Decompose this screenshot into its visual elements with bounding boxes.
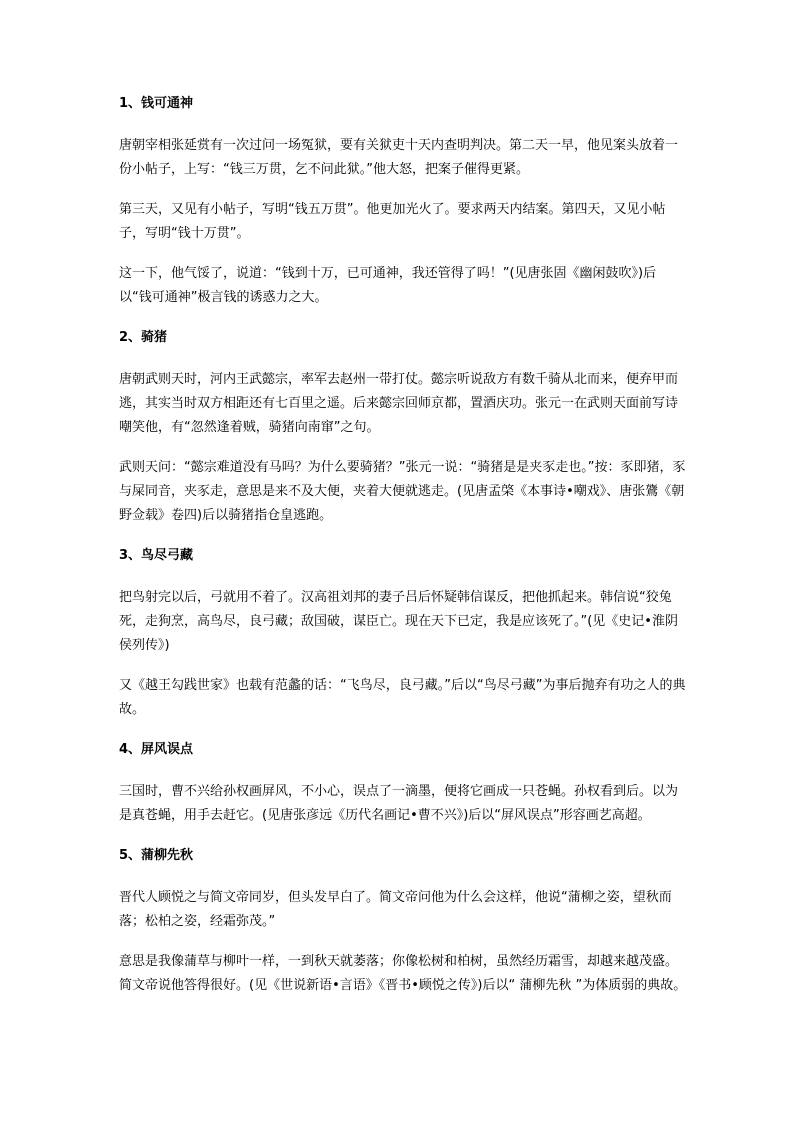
paragraph: 第三天，又见有小帖子，写明“钱五万贯”。他更加光火了。要求两天内结案。第四天，又见小帖子，写明“钱十万贯”。 bbox=[119, 202, 666, 241]
paragraph: 武则天问：“懿宗难道没有马吗？为什么要骑猪？”张元一说：“骑猪是是夹豕走也。”按：豕即猪，豕与屎同音，夹豕走，意思是来不及大便，夹着大便就逃走。(见唐孟棨《本事诗•嘲戏》、唐张鷟《朝野佥载》卷四)后以骑猪指仓皇逃跑。 bbox=[119, 460, 686, 523]
paragraph: 晋代人顾悦之与简文帝同岁，但头发早白了。简文帝问他为什么会这样，他说“蒲柳之姿，望秋而落；松柏之姿，经霜弥茂。” bbox=[119, 890, 672, 929]
section-title: 4、屏风误点 bbox=[119, 742, 194, 757]
section-4 bbox=[119, 738, 687, 828]
document-body bbox=[119, 92, 687, 1014]
section-title: 2、骑猪 bbox=[119, 330, 168, 345]
paragraph: 又《越王勾践世家》也载有范蠡的话：“飞鸟尽，良弓藏。”后以“鸟尽弓藏”为事后抛弃有功之人的典故。 bbox=[119, 678, 686, 717]
paragraph: 意思是我像蒲草与柳叶一样，一到秋天就萎落；你像松树和柏树，虽然经历霜雪，却越来越茂盛。简文帝说他答得很好。(见《世说新语•言语》《晋书•顾悦之传》)后以“ 蒲柳先秋 ”为体质弱的典故。 bbox=[119, 954, 687, 993]
section-5 bbox=[119, 844, 687, 998]
section-title: 3、鸟尽弓藏 bbox=[119, 548, 194, 563]
paragraph: 这一下，他气馁了，说道：“钱到十万，已可通神，我还管得了吗！”(见唐张固《幽闲鼓吹》)后以“钱可通神”极言钱的诱惑力之大。 bbox=[119, 266, 657, 305]
paragraph: 三国时，曹不兴给孙权画屏风，不小心，误点了一滴墨，便将它画成一只苍蝇。孙权看到后。以为是真苍蝇，用手去赶它。(见唐张彦远《历代名画记•曹不兴》)后以“屏风误点”形容画艺高超。 bbox=[119, 784, 679, 823]
section-title: 1、钱可通神 bbox=[119, 96, 194, 111]
section-2 bbox=[119, 326, 687, 528]
paragraph: 唐朝宰相张延赏有一次过问一场冤狱，要有关狱吏十天内查明判决。第二天一早，他见案头放着一份小帖子，上写：“钱三万贯，乞不问此狱。”他大怒，把案子催得更紧。 bbox=[119, 138, 679, 177]
paragraph: 唐朝武则天时，河内王武懿宗，率军去赵州一带打仗。懿宗听说敌方有数千骑从北而来，便弃甲而逃，其实当时双方相距还有七百里之遥。后来懿宗回师京都，置酒庆功。张元一在武则天面前写诗嘲笑他，有“忽然逢着贼，骑猪向南窜”之句。 bbox=[119, 372, 679, 435]
paragraph: 把鸟射完以后，弓就用不着了。汉高祖刘邦的妻子吕后怀疑韩信谋反，把他抓起来。韩信说“狡兔死，走狗烹，高鸟尽，良弓藏；敌国破，谋臣亡。现在天下已定，我是应该死了。”(见《史记•淮阴侯列传》) bbox=[119, 590, 678, 653]
section-3 bbox=[119, 544, 687, 722]
section-1 bbox=[119, 92, 687, 310]
section-title: 5、蒲柳先秋 bbox=[119, 848, 194, 863]
